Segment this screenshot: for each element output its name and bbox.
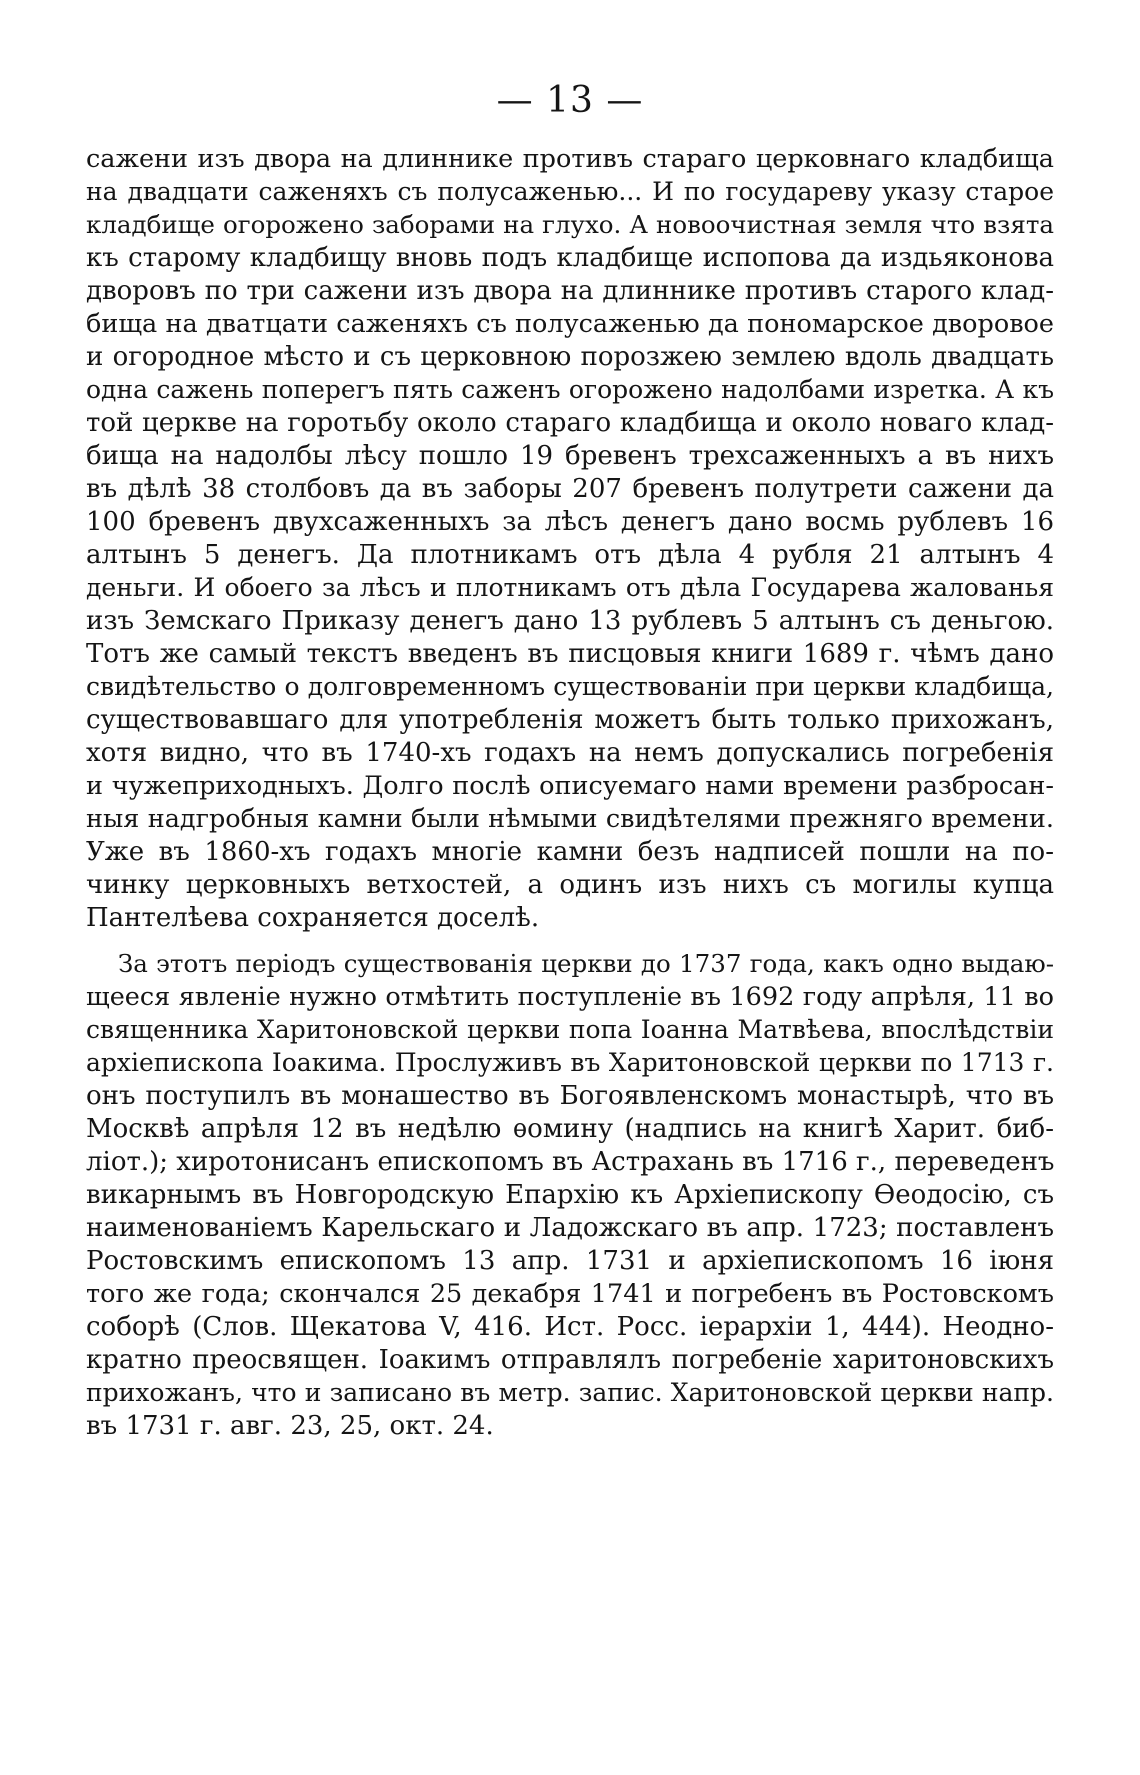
text-line: кладбище огорожено заборами на глухо. А новоочистная земля что взята [86, 210, 1054, 239]
text-line: чинку церковныхъ ветхостей, а одинъ изъ нихъ съ могилы купца [86, 870, 1054, 900]
text-line: въ дѣлѣ 38 столбовъ да въ заборы 207 бревенъ полутрети сажени да [86, 474, 1054, 504]
text-line: деньги. И обоего за лѣсъ и плотникамъ отъ дѣла Государева жалованья [86, 573, 1054, 602]
text-line: соборѣ (Слов. Щекатова V, 416. Ист. Росс. іерархіи 1, 444). Неодно- [86, 1312, 1054, 1342]
text-line: наименованіемъ Карельскаго и Ладожскаго въ апр. 1723; поставленъ [86, 1213, 1054, 1243]
text-line: За этотъ періодъ существованія церкви до 1737 года, какъ одно выдаю- [118, 949, 1054, 978]
text-line: бища на дватцати саженяхъ съ полусаженью да пономарское дворовое [86, 309, 1054, 339]
text-line: алтынъ 5 денегъ. Да плотникамъ отъ дѣла 4 рубля 21 алтынъ 4 [86, 540, 1054, 570]
text-line: ныя надгробныя камни были нѣмыми свидѣтелями прежняго времени. [86, 804, 1054, 834]
text-line: хотя видно, что въ 1740-хъ годахъ на немъ допускались погребенія [86, 738, 1054, 768]
text-line: на двадцати саженяхъ съ полусаженью... И по государеву указу старое [86, 177, 1054, 206]
text-line: Тотъ же самый текстъ введенъ въ писцовыя книги 1689 г. чѣмъ дано [86, 639, 1054, 669]
text-line: щееся явленіе нужно отмѣтить поступленіе въ 1692 году апрѣля, 11 во [86, 982, 1054, 1012]
text-line: дворовъ по три сажени изъ двора на длиннике противъ старого клад- [86, 276, 1054, 306]
text-line: того же года; скончался 25 декабря 1741 и погребенъ въ Ростовскомъ [86, 1279, 1054, 1309]
text-line: кратно преосвящен. Іоакимъ отправлялъ погребеніе харитоновскихъ [86, 1345, 1054, 1375]
text-line: 100 бревенъ двухсаженныхъ за лѣсъ денегъ дано восмь рублевъ 16 [86, 507, 1054, 537]
text-line: существовавшаго для употребленія можетъ быть только прихожанъ, [86, 705, 1054, 735]
text-line: въ 1731 г. авг. 23, 25, окт. 24. [86, 1411, 494, 1441]
text-line: Пантелѣева сохраняется доселѣ. [86, 903, 540, 933]
text-line: Москвѣ апрѣля 12 въ недѣлю ѳомину (надпись на книгѣ Харит. биб- [86, 1114, 1054, 1144]
text-line: Уже въ 1860-хъ годахъ многіе камни безъ надписей пошли на по- [86, 837, 1054, 867]
text-line: прихожанъ, что и записано въ метр. запис. Харитоновской церкви напр. [86, 1378, 1054, 1407]
text-line: одна сажень поперегъ пять саженъ огорожено надолбами изретка. А къ [86, 375, 1054, 404]
text-line: той церкве на горотьбу около стараго кладбища и около новаго клад- [86, 408, 1054, 438]
text-line: ліот.); хиротонисанъ епископомъ въ Астрахань въ 1716 г., переведенъ [86, 1147, 1054, 1177]
text-line: Ростовскимъ епископомъ 13 апр. 1731 и архіепископомъ 16 іюня [86, 1246, 1054, 1276]
text-line: онъ поступилъ въ монашество въ Богоявленскомъ монастырѣ, что въ [86, 1081, 1054, 1111]
text-line: бища на надолбы лѣсу пошло 19 бревенъ трехсаженныхъ а въ нихъ [86, 441, 1054, 471]
text-line: сажени изъ двора на длиннике противъ стараго церковнаго кладбища [86, 144, 1054, 174]
text-line: изъ Земскаго Приказу денегъ дано 13 рублевъ 5 алтынъ съ деньгою. [86, 606, 1054, 636]
text-line: викарнымъ въ Новгородскую Епархію къ Архіепископу Ѳеодосію, съ [86, 1180, 1054, 1210]
text-line: и чужеприходныхъ. Долго послѣ описуемаго нами времени разбросан- [86, 771, 1054, 801]
text-line: и огородное мѣсто и съ церковною порозжею землею вдоль двадцать [86, 342, 1054, 372]
page-number: — 13 — [496, 80, 644, 121]
text-line: къ старому кладбищу вновь подъ кладбище испопова да издьяконова [86, 243, 1054, 273]
text-line: свидѣтельство о долговременномъ существованіи при церкви кладбища, [86, 672, 1054, 701]
text-line: архіепископа Іоакима. Прослуживъ въ Харитоновской церкви по 1713 г. [86, 1048, 1054, 1077]
text-line: священника Харитоновской церкви попа Іоанна Матвѣева, впослѣдствіи [86, 1015, 1054, 1044]
